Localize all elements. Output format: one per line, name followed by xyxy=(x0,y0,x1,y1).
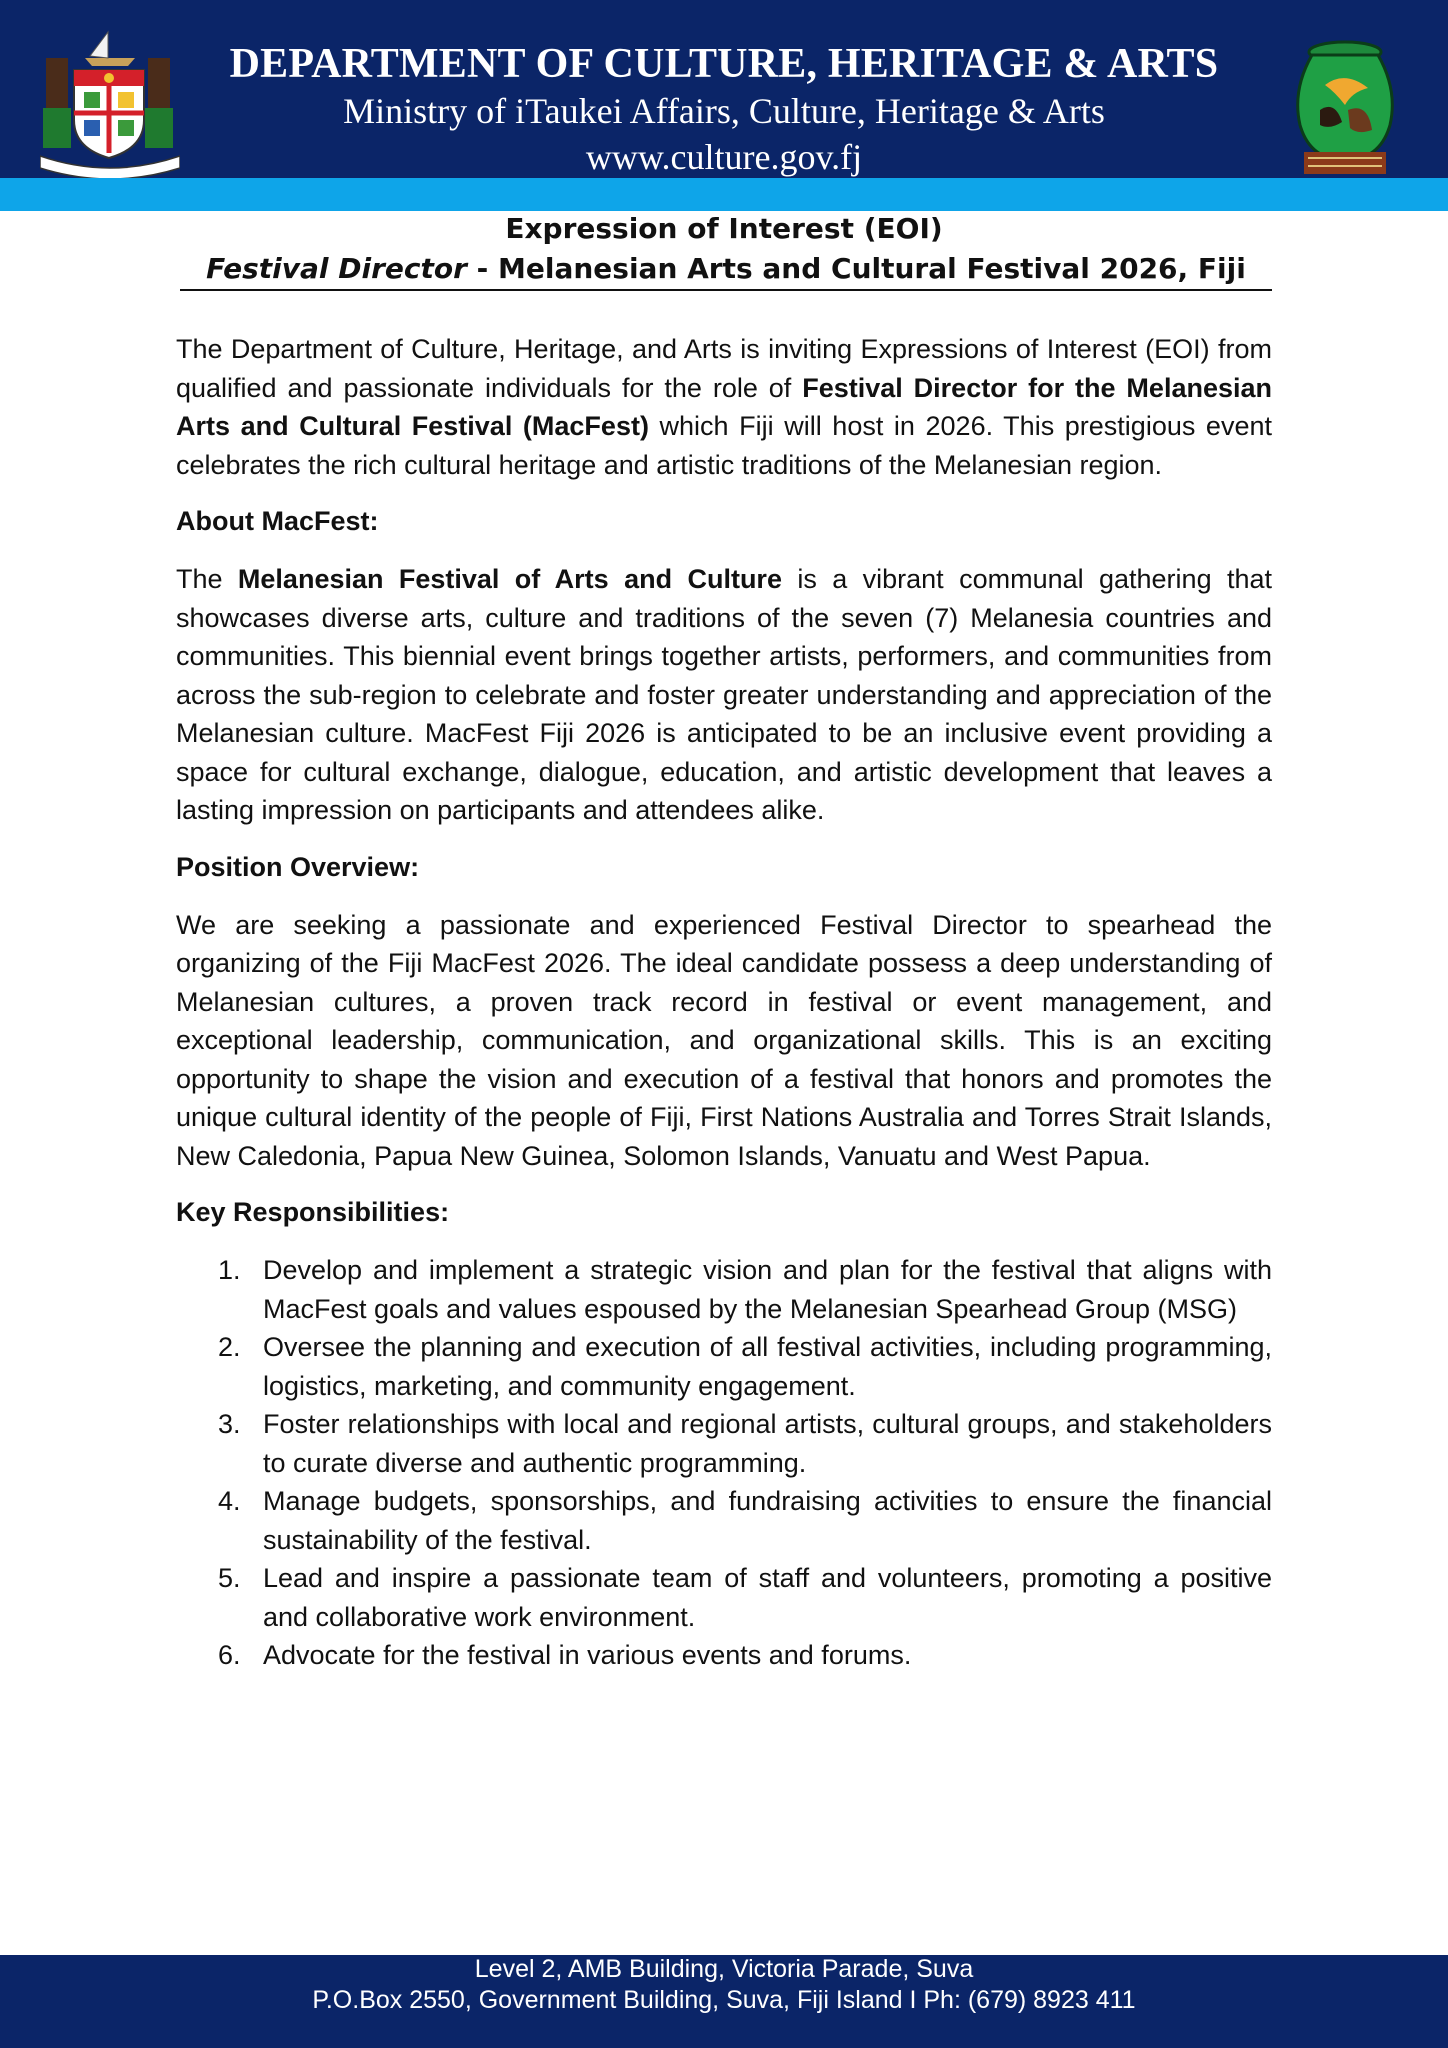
subtitle-event: - Melanesian Arts and Cultural Festival 2026, Fiji xyxy=(466,252,1246,285)
footer-contact: P.O.Box 2550, Government Building, Suva, Fiji Island I Ph: (679) 8923 411 xyxy=(312,1986,1136,2014)
intro-paragraph xyxy=(176,330,1272,484)
responsibilities-heading: Key Responsibilities: xyxy=(176,1197,450,1227)
list-item: 6. Advocate for the festival in various events and forums. xyxy=(218,1640,912,1670)
header-accent-strip xyxy=(0,178,1448,211)
overview-heading: Position Overview: xyxy=(176,851,420,882)
list-item: 3. Foster relationships with local and regional artists, cultural groups, and stakeholders to curate diverse and authentic programming. xyxy=(218,1409,1272,1478)
about-heading: About MacFest: xyxy=(176,506,379,536)
responsibilities-list xyxy=(176,1251,1272,1675)
intro-text-end: which Fiji will host in 2026. This prestigious event celebrates the rich cultural heritage and artistic traditions of the Melanesian region. xyxy=(176,411,1272,480)
about-festival-emphasis: Melanesian Festival of Arts and Culture xyxy=(237,564,782,594)
department-title: DEPARTMENT OF CULTURE, HERITAGE & ARTS xyxy=(229,41,1219,87)
intro-role-emphasis: Festival Director for the Melanesian Arts and Cultural Festival (MacFest) xyxy=(176,372,1272,441)
subtitle-role: Festival Director xyxy=(206,252,467,285)
list-item: 5. Lead and inspire a passionate team of staff and volunteers, promoting a positive and collaborative work environment. xyxy=(218,1563,1272,1632)
about-text: The xyxy=(176,564,238,594)
list-item: 1. Develop and implement a strategic vision and plan for the festival that aligns with MacFest goals and values espoused by the Melanesian Spearhead Group (MSG) xyxy=(218,1255,1272,1324)
about-paragraph xyxy=(176,560,1272,830)
list-item: 2. Oversee the planning and execution of all festival activities, including programming, logistics, marketing, and community engagement. xyxy=(218,1332,1272,1401)
document-subtitle xyxy=(180,252,1272,291)
about-text-end: is a vibrant communal gathering that showcases diverse arts, culture and traditions of the seven (7) Melanesia countries and communities. This biennial event brings together artists, performers, and communities from across the sub-region to celebrate and foster greater understanding and appreciation of the Melanesian culture. MacFest Fiji 2026 is anticipated to be an inclusive event providing a space for cultural exchange, dialogue, education, and artistic development that leaves a lasting impression on participants and attendees alike. xyxy=(176,564,1273,825)
document-body xyxy=(176,330,1272,1675)
list-item: 4. Manage budgets, sponsorships, and fundraising activities to ensure the financial sustainability of the festival. xyxy=(218,1486,1272,1555)
document-title: Expression of Interest (EOI) xyxy=(505,212,943,245)
overview-paragraph: We are seeking a passionate and experienced Festival Director to spearhead the organizing of the Fiji MacFest 2026. The ideal candidate possess a deep understanding of Melanesian cultures, a proven track record in festival or event management, and exceptional leadership, communication, and organizational skills. This is an exciting opportunity to shape the vision and execution of a festival that honors and promotes the unique cultural identity of the people of Fiji, First Nations Australia and Torres Strait Islands, New Caledonia, Papua New Guinea, Solomon Islands, Vanuatu and West Papua. xyxy=(176,909,1272,1171)
website-link[interactable]: www.culture.gov.fj xyxy=(585,137,863,177)
intro-text: The Department of Culture, Heritage, and Arts is inviting Expressions of Interest (EOI) from qualified and passionate individuals for the role of xyxy=(176,334,1272,403)
footer-address: Level 2, AMB Building, Victoria Parade, Suva xyxy=(474,1955,974,1983)
ministry-name: Ministry of iTaukei Affairs, Culture, Heritage & Arts xyxy=(343,91,1105,131)
